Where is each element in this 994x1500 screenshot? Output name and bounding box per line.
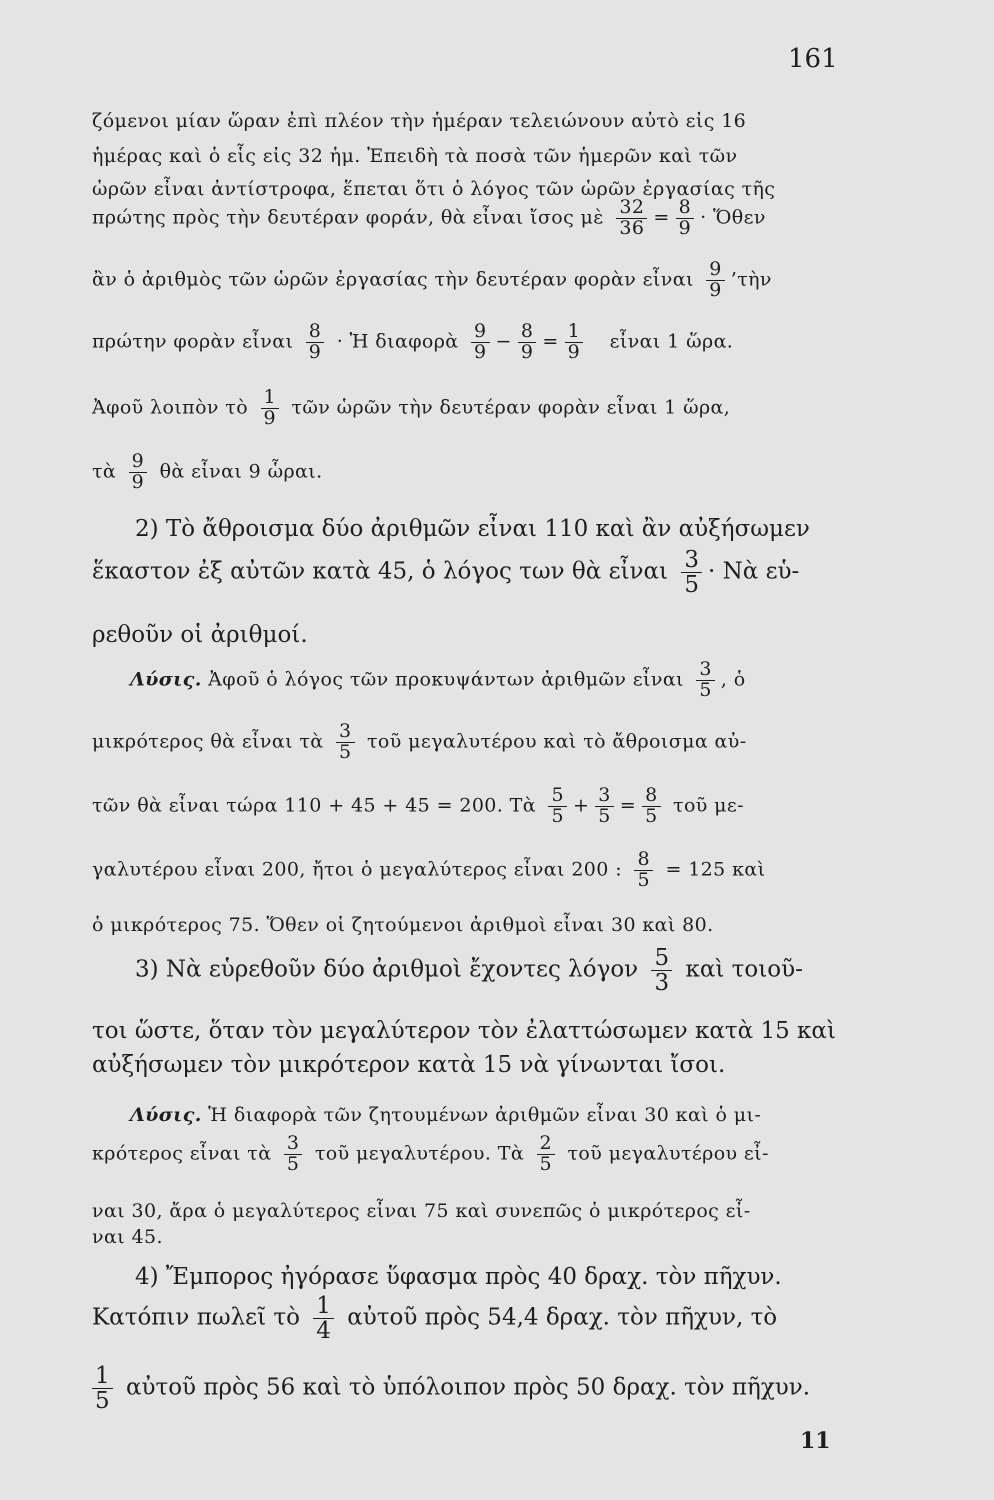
text-segment: · Ὅθεν <box>700 206 766 229</box>
text-segment: τῶν ὡρῶν τὴν δευτέραν φορὰν εἶναι 1 ὥρα, <box>291 396 731 419</box>
text-segment: · Νὰ εὑ- <box>708 558 800 585</box>
text-segment: ἕκαστον ἐξ αὐτῶν κατὰ 45, ὁ λόγος των θὰ εἶναι <box>92 558 669 585</box>
text-line-with-fractions <box>92 786 744 827</box>
text-segment: αὐτοῦ πρὸς 56 καὶ τὸ ὑπόλοιπον πρὸς 50 δραχ. τὸν πῆχυν. <box>125 1374 811 1401</box>
text-segment: Ἀφοῦ λοιπὸν τὸ <box>92 396 249 419</box>
text-segment: · Ἡ διαφορὰ <box>336 330 459 353</box>
fraction <box>306 322 325 363</box>
equals-sign: = <box>653 206 670 229</box>
text-segment: Κατόπιν πωλεῖ τὸ <box>92 1304 300 1331</box>
text-line-with-fractions <box>92 850 765 891</box>
text-line-with-fractions <box>92 452 323 493</box>
fraction <box>651 946 672 995</box>
fraction-numerator: 3 <box>286 1132 300 1154</box>
fraction-numerator: 8 <box>520 320 534 342</box>
text-segment: γαλυτέρου εἶναι 200, ἤτοι ὁ μεγαλύτερος εἶναι 200 : <box>92 858 623 881</box>
fraction-numerator: 3 <box>339 720 352 742</box>
text-segment: τὰ <box>92 460 117 483</box>
fraction-denominator: 5 <box>92 1388 113 1413</box>
text-segment: = 125 καὶ <box>665 858 766 881</box>
fraction-numerator: 3 <box>684 547 700 573</box>
equals-sign: = <box>619 794 637 817</box>
fraction-denominator: 9 <box>518 342 537 363</box>
text-line-with-fractions <box>130 660 746 701</box>
fraction-numerator: 9 <box>709 258 722 280</box>
text-segment: τοῦ μεγαλυτέρου εἶ- <box>567 1142 769 1165</box>
text-line: ρεθοῦν οἱ ἀριθμοί. <box>92 622 308 648</box>
fraction-numerator: 5 <box>551 784 564 806</box>
text-line <box>130 1104 761 1126</box>
fraction-denominator: 9 <box>565 342 584 363</box>
fraction-numerator: 8 <box>637 848 650 870</box>
fraction-denominator: 9 <box>706 280 725 301</box>
text-segment: θὰ εἶναι 9 ὧραι. <box>159 460 323 483</box>
fraction <box>696 660 715 701</box>
fraction <box>471 322 490 363</box>
text-line-with-fractions <box>92 1134 769 1175</box>
text-line-with-fractions <box>135 946 803 995</box>
text-line-with-fractions <box>92 388 730 429</box>
text-line: ναι 30, ἄρα ὁ μεγαλύτερος εἶναι 75 καὶ συνεπῶς ὁ μικρότερος εἶ- <box>92 1200 751 1222</box>
fraction-denominator: 4 <box>313 1318 334 1343</box>
problem-4-line: 4) Ἔμπορος ἠγόρασε ὕφασμα πρὸς 40 δραχ. τὸν πῆχυν. <box>135 1264 782 1290</box>
text-line: ἡμέρας καὶ ὁ εἷς εἰς 32 ἡμ. Ἐπειδὴ τὰ ποσὰ τῶν ἡμερῶν καὶ τῶν <box>92 145 738 167</box>
fraction <box>284 1134 303 1175</box>
solution-label: Λύσις. <box>130 668 202 691</box>
fraction <box>634 850 653 891</box>
fraction-numerator: 9 <box>474 320 487 342</box>
fraction <box>518 322 537 363</box>
text-line-with-fractions <box>92 1294 777 1343</box>
fraction-numerator: 1 <box>95 1363 110 1389</box>
fraction-denominator: 5 <box>284 1154 303 1175</box>
fraction-denominator: 9 <box>129 472 148 493</box>
fraction-numerator: 9 <box>131 450 145 472</box>
fraction-numerator: 1 <box>567 320 581 342</box>
text-segment: Ἀφοῦ ὁ λόγος τῶν προκυψάντων ἀριθμῶν εἶναι <box>208 668 684 691</box>
fraction-denominator: 3 <box>651 970 672 995</box>
text-segment: Ἡ διαφορὰ τῶν ζητουμένων ἀριθμῶν εἶναι 30 καὶ ὁ μι- <box>208 1104 762 1126</box>
fraction-denominator: 5 <box>696 680 715 701</box>
text-line: ὁ μικρότερος 75. Ὅθεν οἱ ζητούμενοι ἀριθμοὶ εἶναι 30 καὶ 80. <box>92 914 714 936</box>
text-segment: πρώτην φορὰν εἶναι <box>92 330 294 353</box>
fraction <box>706 260 725 301</box>
fraction <box>642 786 661 827</box>
text-line-with-fractions <box>92 722 747 763</box>
fraction-numerator: 3 <box>699 658 712 680</box>
text-segment: τοῦ μεγαλυτέρου καὶ τὸ ἄθροισμα αὐ- <box>366 730 747 753</box>
fraction-denominator: 9 <box>306 342 325 363</box>
text-line: ὡρῶν εἶναι ἀντίστροφα, ἕπεται ὅτι ὁ λόγος τῶν ὡρῶν ἐργασίας τῆς <box>92 178 776 200</box>
signature-mark: 11 <box>800 1428 831 1454</box>
text-line-with-fractions <box>92 1364 810 1413</box>
text-line-with-fractions <box>92 548 799 597</box>
fraction-numerator: 8 <box>308 320 322 342</box>
fraction-denominator: 5 <box>642 806 661 827</box>
solution-label: Λύσις. <box>130 1104 202 1126</box>
fraction-denominator: 5 <box>537 1154 556 1175</box>
text-segment: τῶν θὰ εἶναι τώρα 110 + 45 + 45 = 200. Τὰ <box>92 794 536 817</box>
text-segment: τοῦ μεγαλυτέρου. Τὰ <box>314 1142 525 1165</box>
fraction-denominator: 9 <box>471 342 490 363</box>
equals-sign: = <box>542 330 559 353</box>
text-segment: τὴν <box>737 268 772 291</box>
text-line: τοι ὥστε, ὅταν τὸν μεγαλύτερον τὸν ἐλαττώσωμεν κατὰ 15 καὶ <box>92 1018 836 1044</box>
fraction <box>548 786 567 827</box>
fraction-numerator: 1 <box>316 1293 331 1319</box>
fraction-denominator: 5 <box>595 806 614 827</box>
text-segment: , ὁ <box>720 668 746 691</box>
fraction <box>336 722 355 763</box>
problem-2-line: 2) Τὸ ἄθροισμα δύο ἀριθμῶν εἶναι 110 καὶ ἂν αὐξήσωμεν <box>135 516 810 542</box>
fraction-numerator: 8 <box>645 784 658 806</box>
fraction-numerator: 1 <box>263 386 277 408</box>
fraction-numerator: 5 <box>654 945 670 971</box>
text-segment: καὶ τοιοῦ- <box>685 956 803 983</box>
text-line-with-fractions <box>92 322 733 363</box>
fraction-denominator: 5 <box>548 806 567 827</box>
fraction <box>616 198 647 239</box>
text-segment: εἶναι 1 ὥρα. <box>609 330 734 353</box>
fraction <box>313 1294 334 1343</box>
text-line: ναι 45. <box>92 1226 163 1248</box>
text-segment: πρώτης πρὸς τὴν δευτέραν φοράν, θὰ εἶναι ἴσος μὲ <box>92 206 604 229</box>
fraction-numerator: 8 <box>678 196 692 218</box>
fraction-numerator: 2 <box>539 1132 553 1154</box>
fraction-numerator: 32 <box>619 196 645 218</box>
fraction <box>595 786 614 827</box>
text-segment: κρότερος εἶναι τὰ <box>92 1142 272 1165</box>
plus-sign: + <box>572 794 590 817</box>
text-line-with-fractions: ἂν ὁ ἀριθμὸς τῶν ὡρῶν ἐργασίας τὴν δευτέραν φορὰν εἶναι $\frac{9}{9}$ ’τὴν <box>92 258 772 301</box>
fraction <box>565 322 584 363</box>
fraction-denominator: 9 <box>261 408 280 429</box>
text-segment: μικρότερος θὰ εἶναι τὰ <box>92 730 324 753</box>
fraction <box>681 548 702 597</box>
text-line-with-fractions <box>92 198 766 239</box>
fraction <box>537 1134 556 1175</box>
page-number: 161 <box>788 44 838 74</box>
fraction-denominator: 36 <box>616 218 647 239</box>
fraction-numerator: 3 <box>598 784 611 806</box>
text-segment: 3) Νὰ εὑρεθοῦν δύο ἀριθμοὶ ἔχοντες λόγον <box>135 956 639 983</box>
fraction-denominator: 5 <box>336 742 355 763</box>
fraction-denominator: 5 <box>634 870 653 891</box>
fraction <box>129 452 148 493</box>
fraction-denominator: 5 <box>681 572 702 597</box>
text-segment: αὐτοῦ πρὸς 54,4 δραχ. τὸν πῆχυν, τὸ <box>347 1304 778 1331</box>
fraction <box>676 198 695 239</box>
text-line: αὐξήσωμεν τὸν μικρότερον κατὰ 15 νὰ γίνωνται ἴσοι. <box>92 1052 726 1078</box>
fraction <box>261 388 280 429</box>
minus-sign: − <box>495 330 512 353</box>
fraction <box>92 1364 113 1413</box>
text-segment: τοῦ με- <box>673 794 744 817</box>
text-segment: ἂν ὁ ἀριθμὸς τῶν ὡρῶν ἐργασίας τὴν δευτέραν φορὰν εἶναι <box>92 268 694 291</box>
fraction-denominator: 9 <box>676 218 695 239</box>
text-line: ζόμενοι μίαν ὥραν ἐπὶ πλέον τὴν ἡμέραν τελειώνουν αὐτὸ εἰς 16 <box>92 110 747 132</box>
